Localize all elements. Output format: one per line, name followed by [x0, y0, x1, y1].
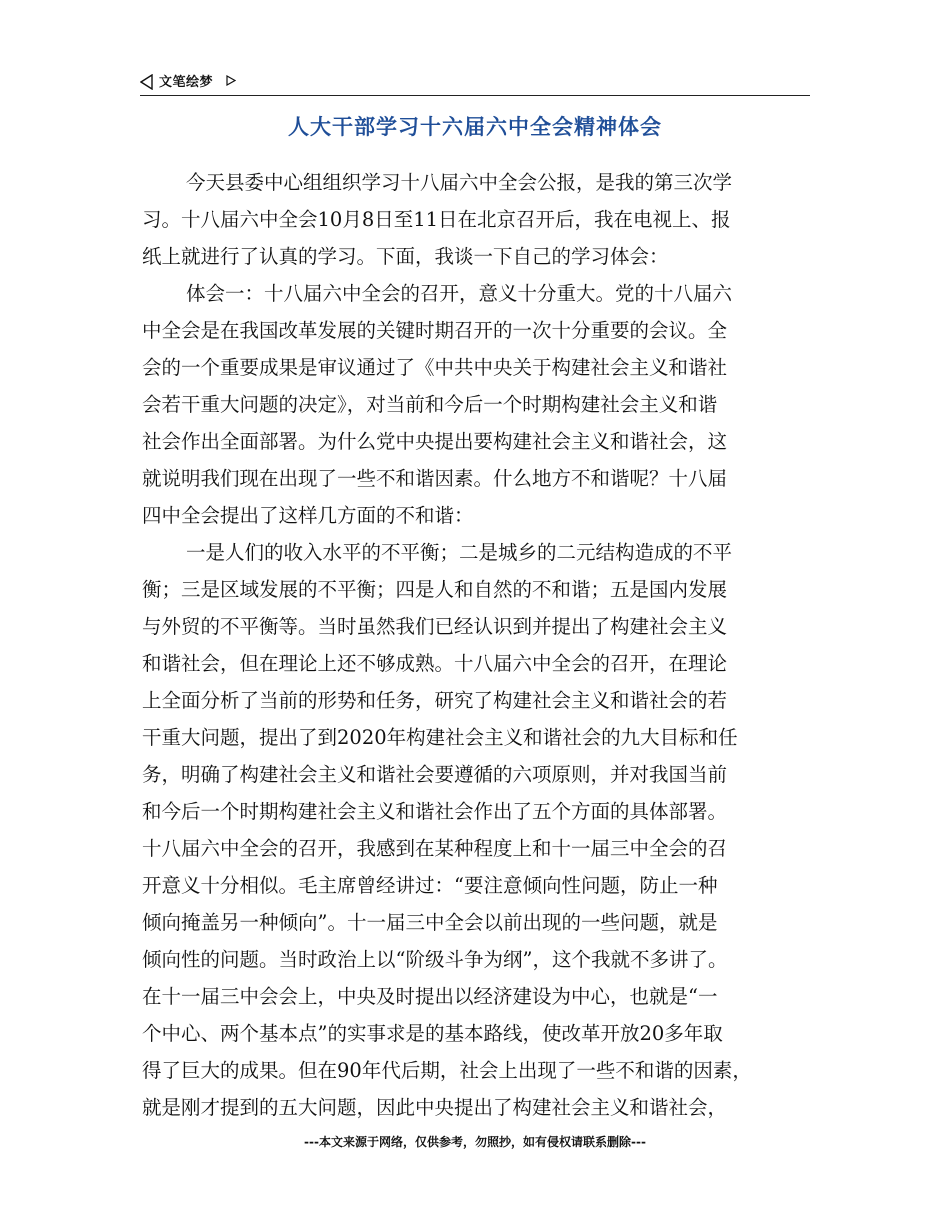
text-line: 和谐社会，但在理论上还不够成熟。十八届六中全会的召开，在理论	[142, 652, 728, 675]
text-line: 和今后一个时期构建社会主义和谐社会作出了五个方面的具体部署。	[142, 800, 728, 823]
page-header	[140, 70, 810, 96]
text-line: 与外贸的不平衡等。当时虽然我们已经认识到并提出了构建社会主义	[142, 615, 728, 638]
text-line: 干重大问题，提出了到2020年构建社会主义和谐社会的九大目标和任	[142, 726, 738, 749]
text-line: 开意义十分相似。毛主席曾经讲过：“要注意倾向性问题，防止一种	[142, 874, 718, 897]
text-line: 衡；三是区域发展的不平衡；四是人和自然的不和谐；五是国内发展	[142, 578, 728, 601]
triangle-right-icon	[226, 75, 236, 86]
text-line: 在十一届三中会会上，中央及时提出以经济建设为中心，也就是“一	[142, 985, 718, 1008]
text-line: 会若干重大问题的决定》，对当前和今后一个时期构建社会主义和谐	[142, 393, 718, 416]
text-line: 就说明我们现在出现了一些不和谐因素。什么地方不和谐呢？十八届	[142, 467, 728, 490]
text-line: 倾向性的问题。当时政治上以“阶级斗争为纲”，这个我就不多讲了。	[142, 948, 728, 971]
text-line: 务，明确了构建社会主义和谐社会要遵循的六项原则，并对我国当前	[142, 763, 728, 786]
text-line: 得了巨大的成果。但在90年代后期，社会上出现了一些不和谐的因素，	[142, 1059, 752, 1082]
text-line: 一是人们的收入水平的不平衡；二是城乡的二元结构造成的不平	[186, 541, 733, 564]
document-title: 人大干部学习十六届六中全会精神体会	[288, 115, 662, 139]
triangle-left-icon	[140, 74, 154, 90]
text-line: 个中心、两个基本点”的实事求是的基本路线，使改革开放20多年取	[142, 1022, 723, 1045]
page-footer: ---本文来源于网络，仅供参考，勿照抄，如有侵权请联系删除---	[304, 1135, 646, 1149]
text-line: 十八届六中全会的召开，我感到在某种程度上和十一届三中全会的召	[142, 837, 728, 860]
text-line: 习。十八届六中全会10月8日至11日在北京召开后，我在电视上、报	[142, 208, 731, 231]
header-brand: 文笔绘梦	[159, 75, 214, 90]
text-line: 今天县委中心组组织学习十八届六中全会公报，是我的第三次学	[186, 171, 733, 194]
text-line: 上全面分析了当前的形势和任务，研究了构建社会主义和谐社会的若	[142, 689, 728, 712]
text-line: 体会一：十八届六中全会的召开，意义十分重大。党的十八届六	[186, 282, 733, 305]
text-line: 四中全会提出了这样几方面的不和谐：	[142, 504, 474, 527]
text-line: 就是刚才提到的五大问题，因此中央提出了构建社会主义和谐社会，	[142, 1096, 728, 1119]
text-line: 中全会是在我国改革发展的关键时期召开的一次十分重要的会议。全	[142, 319, 728, 342]
text-line: 社会作出全面部署。为什么党中央提出要构建社会主义和谐社会，这	[142, 430, 728, 453]
document-body	[142, 164, 812, 1126]
text-line: 会的一个重要成果是审议通过了《中共中央关于构建社会主义和谐社	[142, 356, 728, 379]
text-line: 倾向掩盖另一种倾向”。十一届三中全会以前出现的一些问题，就是	[142, 911, 718, 934]
text-line: 纸上就进行了认真的学习。下面，我谈一下自己的学习体会：	[142, 245, 669, 268]
